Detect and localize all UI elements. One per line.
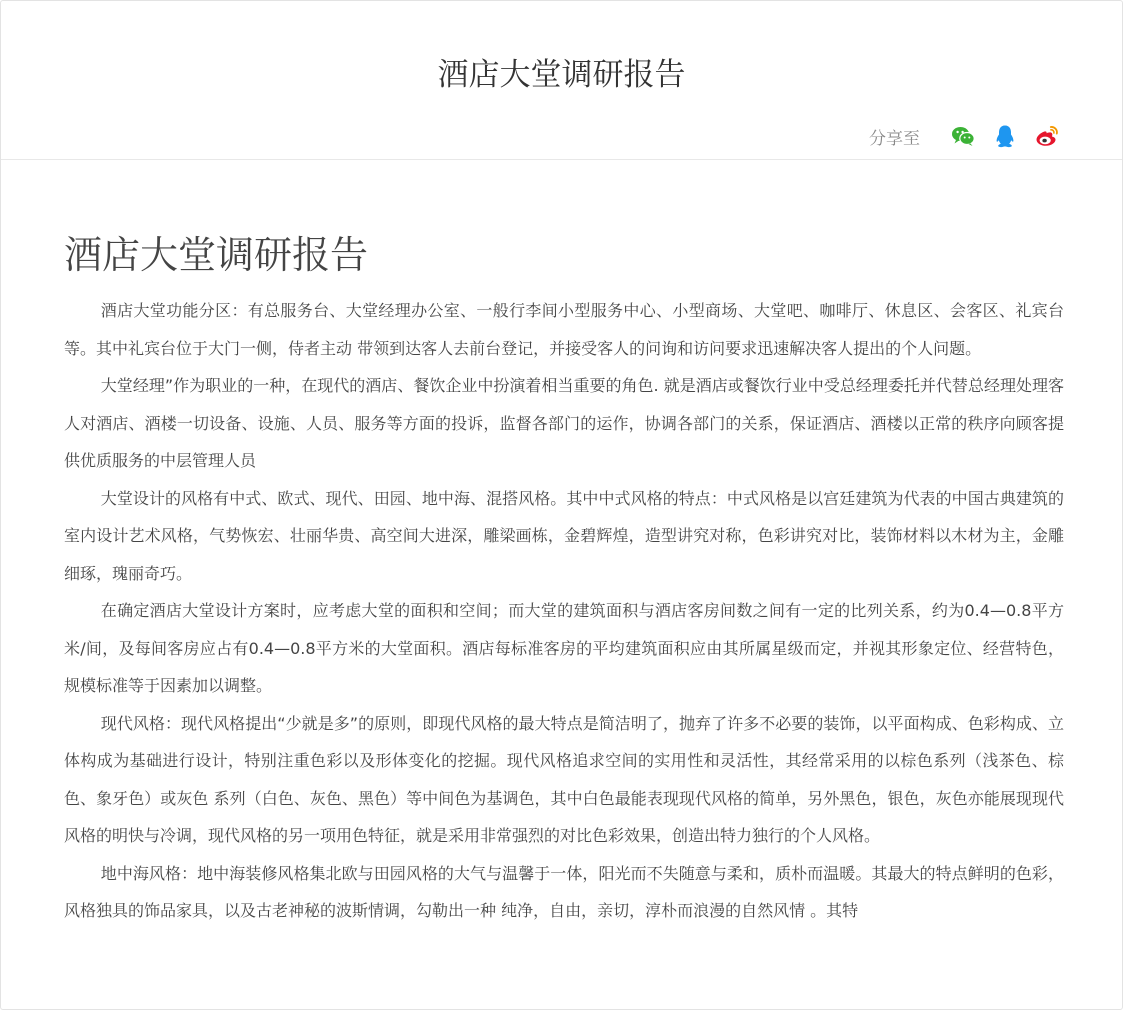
paragraph: 在确定酒店大堂设计方案时，应考虑大堂的面积和空间；而大堂的建筑面积与酒店客房间数之间有一定的比列关系，约为0.4—0.8平方米/间，及每间客房应占有0.4—0.8平方米的大堂面积。酒店每标准客房的平均建筑面积应由其所属星级而定，并视其形象定位、经营特色，规模标准等于因素加以调整。	[64, 601, 1064, 695]
article-title: 酒店大堂调研报告	[64, 233, 369, 277]
paragraph: 大堂设计的风格有中式、欧式、现代、田园、地中海、混搭风格。其中中式风格的特点：中式风格是以宫廷建筑为代表的中国古典建筑的室内设计艺术风格，气势恢宏、壮丽华贵、高空间大进深，雕梁画栋，金碧辉煌，造型讲究对称，色彩讲究对比，装饰材料以木材为主，金雕细琢，瑰丽奇巧。	[64, 488, 1064, 583]
article-body	[64, 227, 1064, 930]
wechat-icon[interactable]	[950, 123, 976, 149]
paragraph: 大堂经理”作为职业的一种，在现代的酒店、餐饮企业中扮演着相当重要的角色. 就是酒店或餐饮行业中受总经理委托并代替总经理处理客人对酒店、酒楼一切设备、设施、人员、服务等方面的投诉，监督各部门的运作，协调各部门的关系，保证酒店、酒楼以正常的秩序向顾客提供优质服务的中层管理人员	[64, 376, 1064, 470]
share-label: 分享至	[869, 128, 920, 149]
paragraph: 地中海风格：地中海装修风格集北欧与田园风格的大气与温馨于一体，阳光而不失随意与柔和，质朴而温暖。其最大的特点鲜明的色彩，风格独具的饰品家具，以及古老神秘的波斯情调，勾勒出一种 纯净，自由，亲切，淳朴而浪漫的自然风情 。其特	[64, 863, 1064, 920]
share-bar	[869, 122, 1060, 150]
article-header	[1, 1, 1122, 160]
paragraph: 酒店大堂功能分区：有总服务台、大堂经理办公室、一般行李间小型服务中心、小型商场、大堂吧、咖啡厅、休息区、会客区、礼宾台等。其中礼宾台位于大门一侧，侍者主动 带领到达客人去前台登记，并接受客人的问询和访问要求迅速解决客人提出的个人问题。	[64, 301, 1064, 358]
header-title: 酒店大堂调研报告	[437, 57, 686, 93]
weibo-icon[interactable]	[1034, 123, 1060, 149]
qq-icon[interactable]	[992, 123, 1018, 149]
paragraph: 现代风格：现代风格提出“少就是多”的原则，即现代风格的最大特点是简洁明了，抛弃了许多不必要的装饰，以平面构成、色彩构成、立体构成为基础进行设计，特别注重色彩以及形体变化的挖掘。现代风格追求空间的实用性和灵活性，其经常采用的以棕色系列（浅茶色、棕色、象牙色）或灰色 系列（白色、灰色、黑色）等中间色为基调色，其中白色最能表现现代风格的简单，另外黑色，银色，灰色亦能展现现代风格的明快与冷调，现代风格的另一项用色特征，就是采用非常强烈的对比色彩效果，创造出特力独行的个人风格。	[64, 713, 1064, 845]
